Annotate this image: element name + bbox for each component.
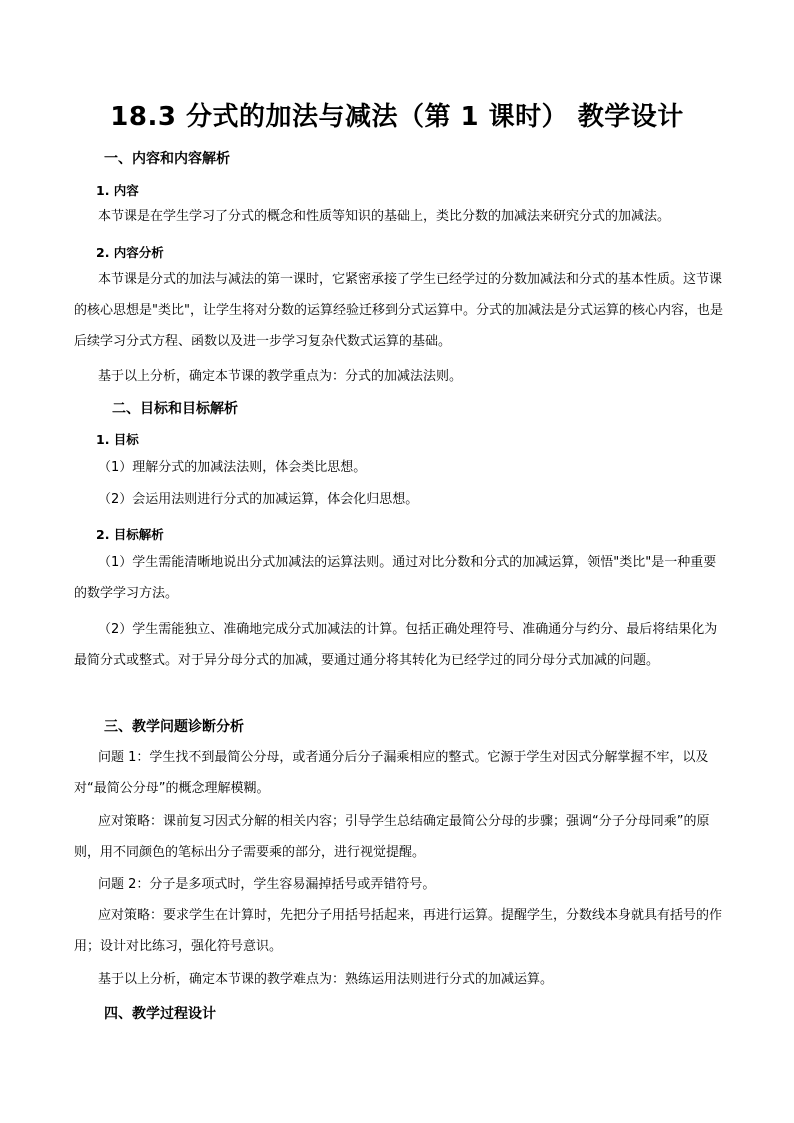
paragraph-content-analysis: 本节课是分式的加法与减法的第一课时，它紧密承接了学生已经学过的分数加减法和分式的基本性质。这节课的核心思想是"类比"，让学生将对分数的运算经验迁移到分式运算中。分式的加减法是分式运算的核心内容，也是后续学习分式方程、函数以及进一步学习复杂代数式运算的基础。 [74, 272, 723, 349]
section-heading-diagnosis: 三、教学问题诊断分析 [104, 719, 244, 735]
subheading-content: 1. 内容 [96, 183, 139, 198]
strategy-2: 应对策略：要求学生在计算时，先把分子用括号括起来，再进行运算。提醒学生，分数线本身就具有括号的作用；设计对比练习，强化符号意识。 [74, 908, 723, 954]
section-heading-goals: 二、目标和目标解析 [112, 401, 238, 417]
section-heading-process: 四、教学过程设计 [104, 1006, 216, 1022]
problem-2: 问题 2：分子是多项式时，学生容易漏掉括号或弄错符号。 [98, 877, 436, 892]
strategy-1: 应对策略：课前复习因式分解的相关内容；引导学生总结确定最简公分母的步骤；强调“分子分母同乘”的原则，用不同颜色的笔标出分子需要乘的部分，进行视觉提醒。 [74, 814, 710, 860]
goal-analysis-1: （1）学生需能清晰地说出分式加减法的运算法则。通过对比分数和分式的加减运算，领悟"类比"是一种重要的数学学习方法。 [74, 555, 717, 601]
goal-item-1: （1）理解分式的加减法法则，体会类比思想。 [98, 460, 367, 475]
subheading-goal-analysis: 2. 目标解析 [96, 527, 164, 542]
goal-analysis-2: （2）学生需能独立、准确地完成分式加减法的计算。包括正确处理符号、准确通分与约分、最后将结果化为最简分式或整式。对于异分母分式的加减，要通过通分将其转化为已经学过的同分母分式加减的问题。 [74, 622, 718, 668]
problem-1: 问题 1：学生找不到最简公分母，或者通分后分子漏乘相应的整式。它源于学生对因式分解掌握不牢，以及对“最简公分母”的概念理解模糊。 [74, 750, 709, 796]
subheading-goals: 1. 目标 [96, 432, 139, 447]
section-heading-content: 一、内容和内容解析 [104, 151, 230, 167]
document-title: 18.3 分式的加法与减法（第 1 课时） 教学设计 [110, 102, 684, 132]
paragraph-key-point: 基于以上分析，确定本节课的教学重点为：分式的加减法法则。 [98, 369, 463, 384]
paragraph-difficulty: 基于以上分析，确定本节课的教学难点为：熟练运用法则进行分式的加减运算。 [98, 972, 554, 987]
paragraph-content: 本节课是在学生学习了分式的概念和性质等知识的基础上，类比分数的加减法来研究分式的加减法。 [98, 209, 671, 224]
subheading-content-analysis: 2. 内容分析 [96, 245, 164, 260]
goal-item-2: （2）会运用法则进行分式的加减运算，体会化归思想。 [98, 492, 419, 507]
